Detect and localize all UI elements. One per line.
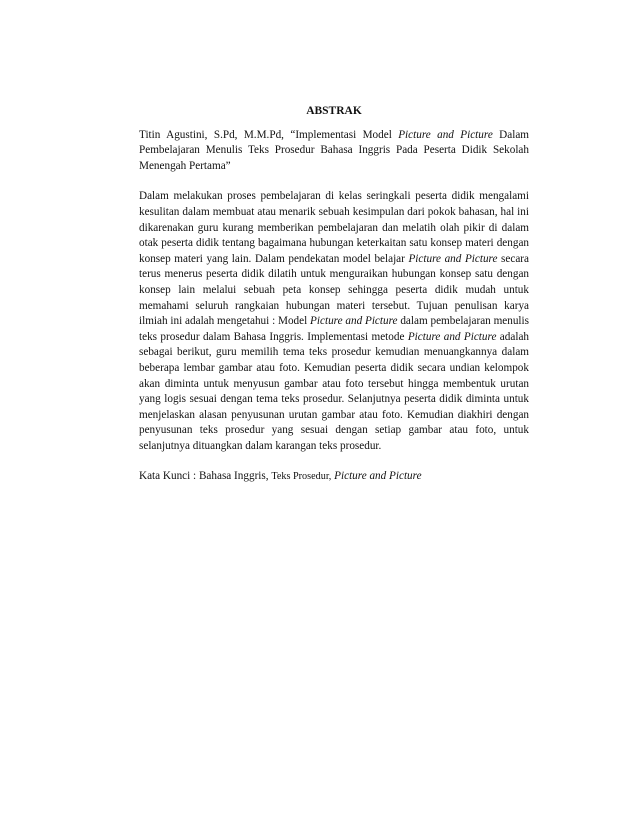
abstract-text-4: adalah sebagai berikut, guru memilih tema teks prosedur kemudian menuangkannya dalam beberapa lembar gambar atau foto. Kemudian peserta didik secara undian kelompok akan diminta untuk menyusun gambar atau foto tersebut hingga membentuk urutan yang logis sesuai dengan tema teks prosedur. Selanjutnya peserta didik diminta untuk menjelaskan alasan penyusunan urutan gambar atau foto. Kemudian diakhiri dengan penyusunan teks prosedur yang sesuai dengan setiap gambar atau foto, untuk selanjutnya dituangkan dalam karangan teks prosedur. [139,330,530,452]
keywords-label: Kata Kunci : Bahasa Inggris, [139,470,272,483]
abstract-italic-3: Picture and Picture [407,330,497,343]
abstract-title: ABSTRAK [306,105,362,117]
abstract-text-1: Dalam melakukan proses pembelajaran di kelas seringkali peserta didik mengalami kesulitan dalam membuat atau menarik sebuah kesimpulan dari pokok bahasan, hal ini dikarenakan guru kurang memberikan pembelajaran dan melatih olah pikir di dalam otak peserta didik tentang bagaimana hubungan keterkaitan satu konsep materi dengan konsep materi yang lain. Dalam pendekatan model belajar [139,190,529,265]
abstract-page [139,104,529,485]
abstract-text-2: secara terus menerus peserta didik dilatih untuk menguraikan hubungan konsep satu dengan konsep lain melalui sebuah peta konsep sehingga peserta didik mudah untuk memahami seluruh rangkaian hubungan materi tersebut. Tujuan penulisan karya ilmiah ini adalah mengetahui : Model [139,252,529,328]
keyword-teks-prosedur: Teks Prosedur, [271,471,332,483]
thesis-title-part-1: Implementasi Model [295,128,399,141]
keyword-picture-and-picture: Picture and Picture [334,470,422,483]
keywords-line [139,469,529,485]
abstract-italic-2: Picture and Picture [310,315,398,328]
author-name: Titin Agustini, S.Pd, M.M.Pd [139,128,282,141]
thesis-title-part-2: Dalam Pembelajaran Menulis Teks Prosedur Bahasa Inggris Pada Peserta Didik Sekolah Menengah Pertama [139,128,530,172]
thesis-title-italic: Picture and Picture [398,128,493,141]
citation-block [139,128,529,175]
citation-end: ” [225,159,231,172]
abstract-italic-1: Picture and Picture [408,252,498,265]
citation-separator: , “ [281,128,296,141]
abstract-text-3: dalam pembelajaran menulis teks prosedur dalam Bahasa Inggris. Implementasi metode [139,315,530,343]
abstract-body [139,189,529,454]
